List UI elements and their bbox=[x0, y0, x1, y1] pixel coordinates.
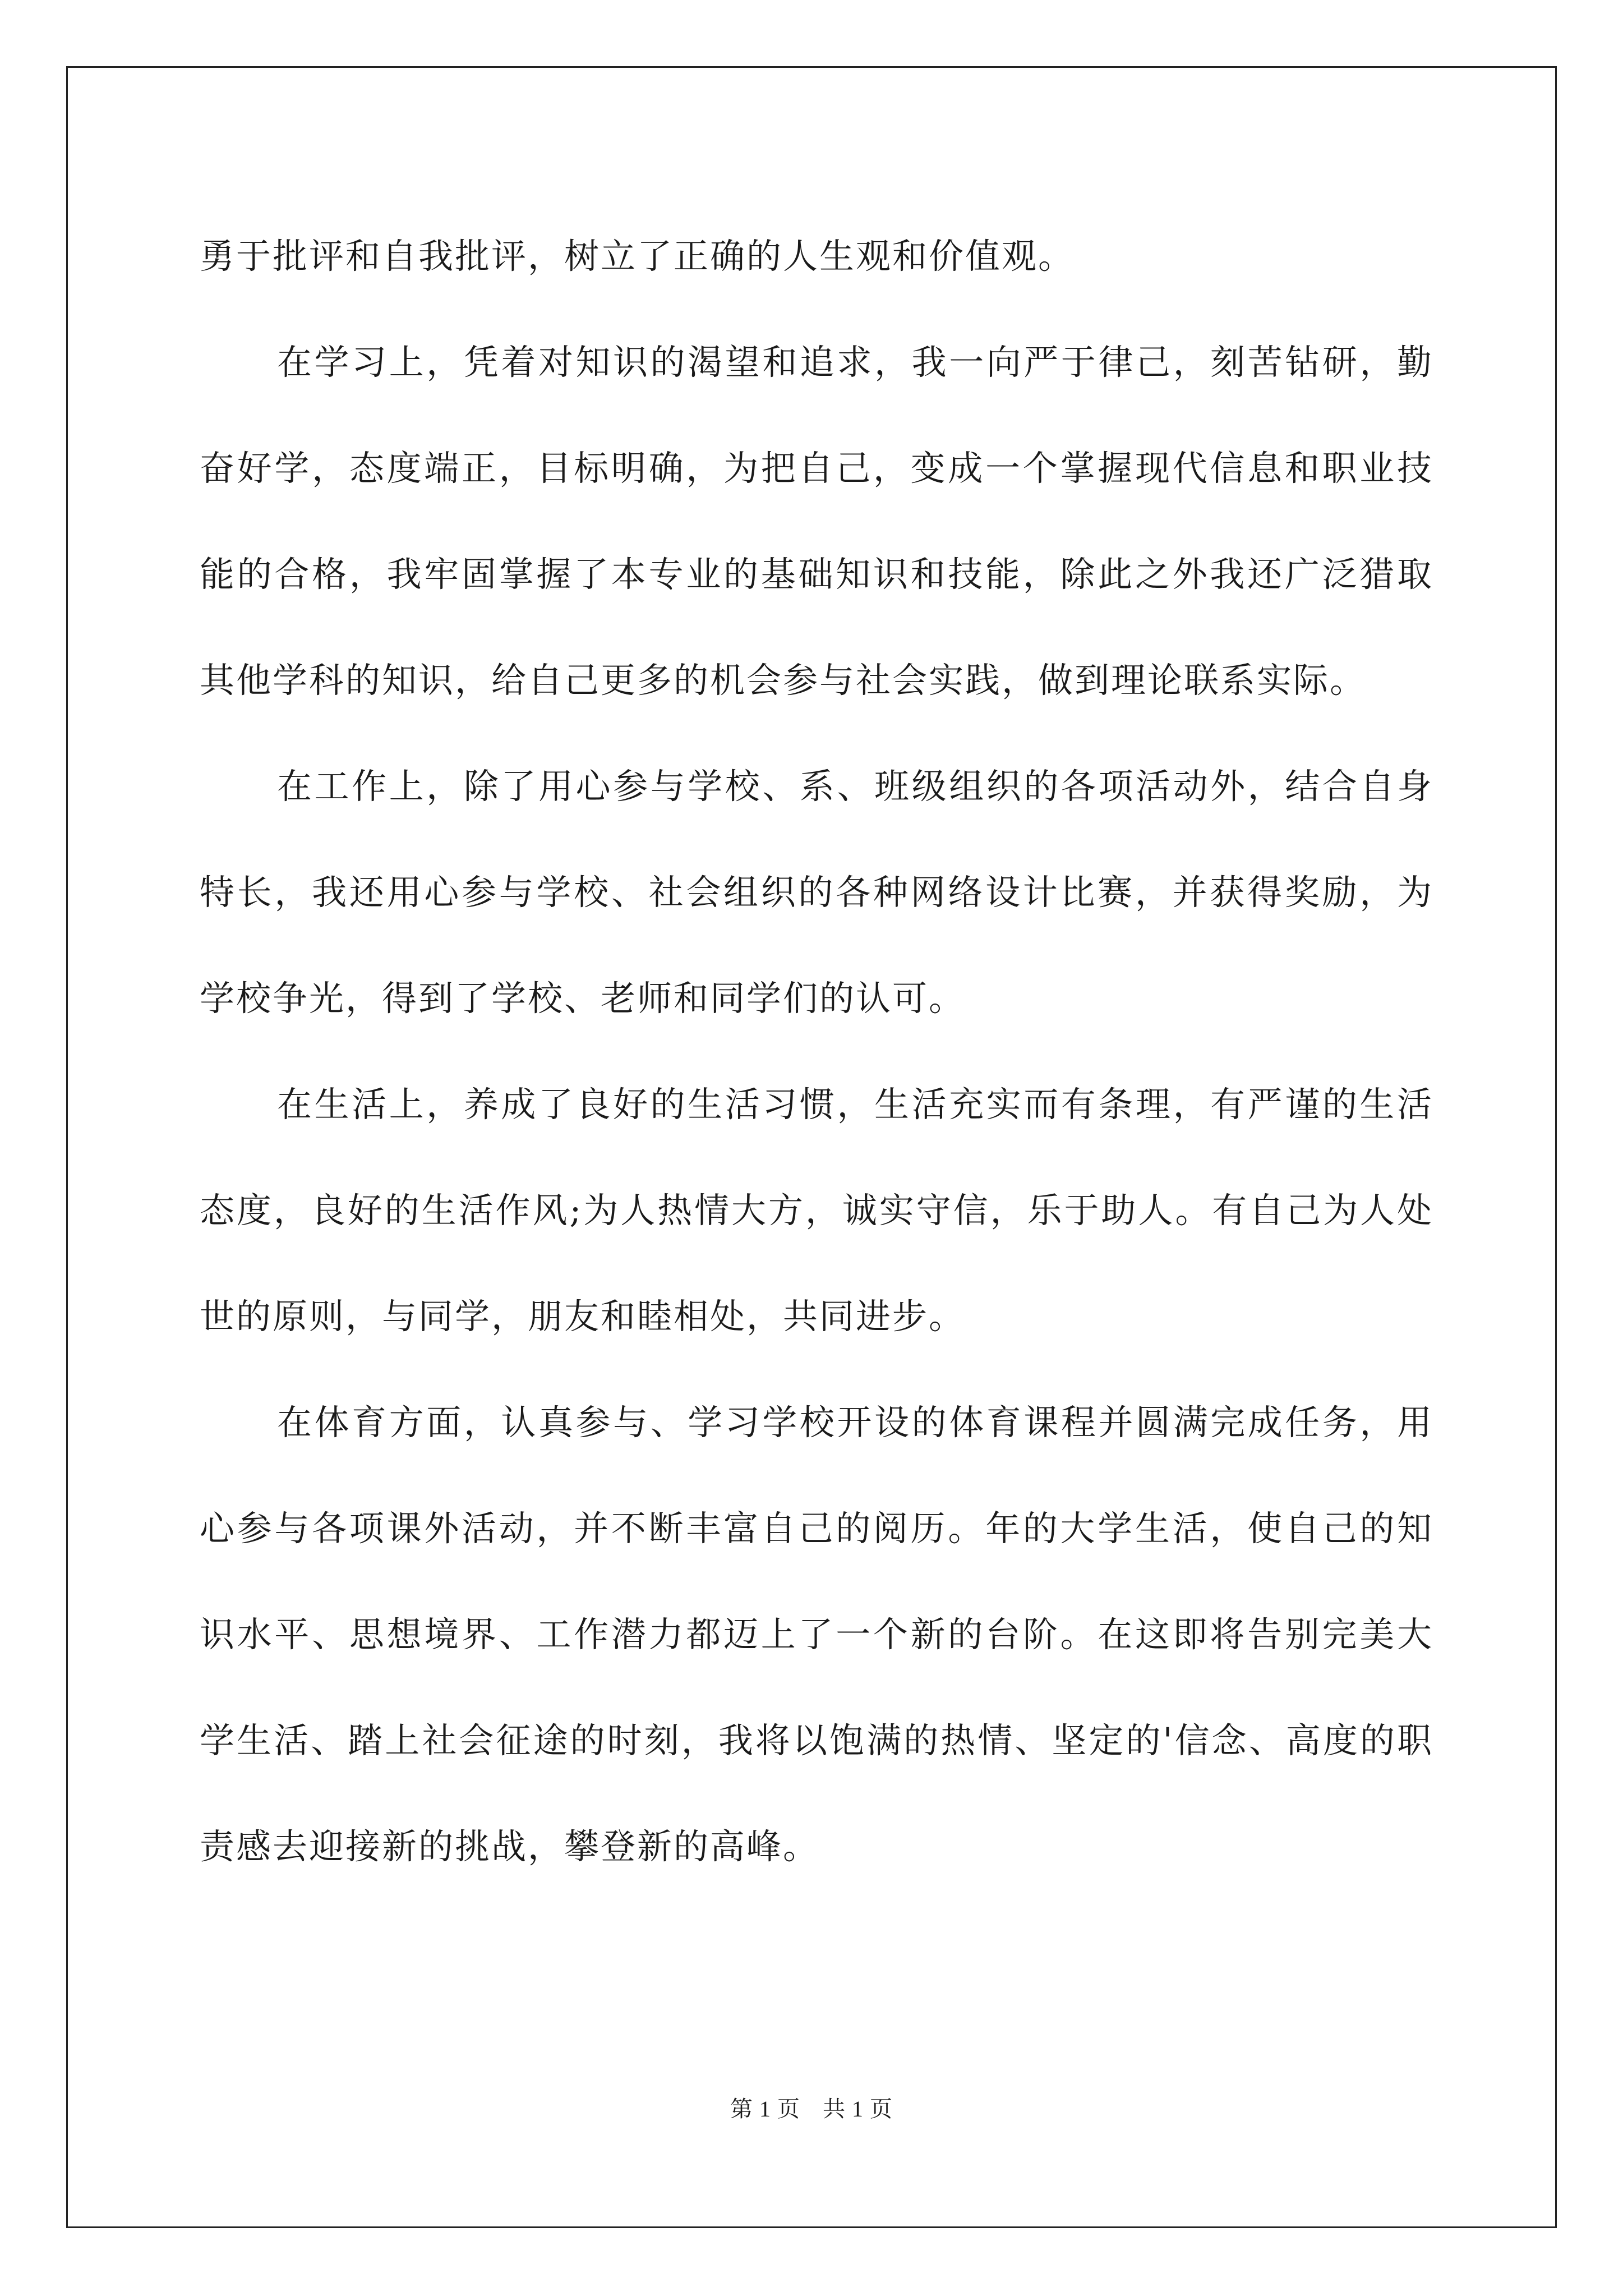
paragraph-3: 在工作上，除了用心参与学校、系、班级组织的各项活动外，结合自身特长，我还用心参与学校、社会组织的各种网络设计比赛，并获得奖励，为学校争光，得到了学校、老师和同学们的认可。 bbox=[200, 766, 1433, 1019]
paragraph-1: 勇于批评和自我批评，树立了正确的人生观和价值观。 bbox=[200, 236, 1075, 277]
paragraph-4: 在生活上，养成了良好的生活习惯，生活充实而有条理，有严谨的生活态度，良好的生活作风;为人热情大方，诚实守信，乐于助人。有自己为人处世的原则，与同学，朋友和睦相处，共同进步。 bbox=[200, 1084, 1433, 1337]
document-body bbox=[200, 203, 1433, 1899]
paragraph-5: 在体育方面，认真参与、学习学校开设的体育课程并圆满完成任务，用心参与各项课外活动，并不断丰富自己的阅历。年的大学生活，使自己的知识水平、思想境界、工作潜力都迈上了一个新的台阶。在这即将告别完美大学生活、踏上社会征途的时刻，我将以饱满的热情、坚定的'信念、高度的职责感去迎接新的挑战，攀登新的高峰。 bbox=[200, 1402, 1433, 1867]
paragraph-2: 在学习上，凭着对知识的渴望和追求，我一向严于律己，刻苦钻研，勤奋好学，态度端正，目标明确，为把自己，变成一个掌握现代信息和职业技能的合格，我牢固掌握了本专业的基础知识和技能，除此之外我还广泛猎取其他学科的知识，给自己更多的机会参与社会实践，做到理论联系实际。 bbox=[200, 342, 1433, 701]
page-footer bbox=[0, 2091, 1623, 2123]
page-total: 共 1 页 bbox=[823, 2096, 893, 2122]
page-number: 第 1 页 bbox=[730, 2096, 800, 2122]
